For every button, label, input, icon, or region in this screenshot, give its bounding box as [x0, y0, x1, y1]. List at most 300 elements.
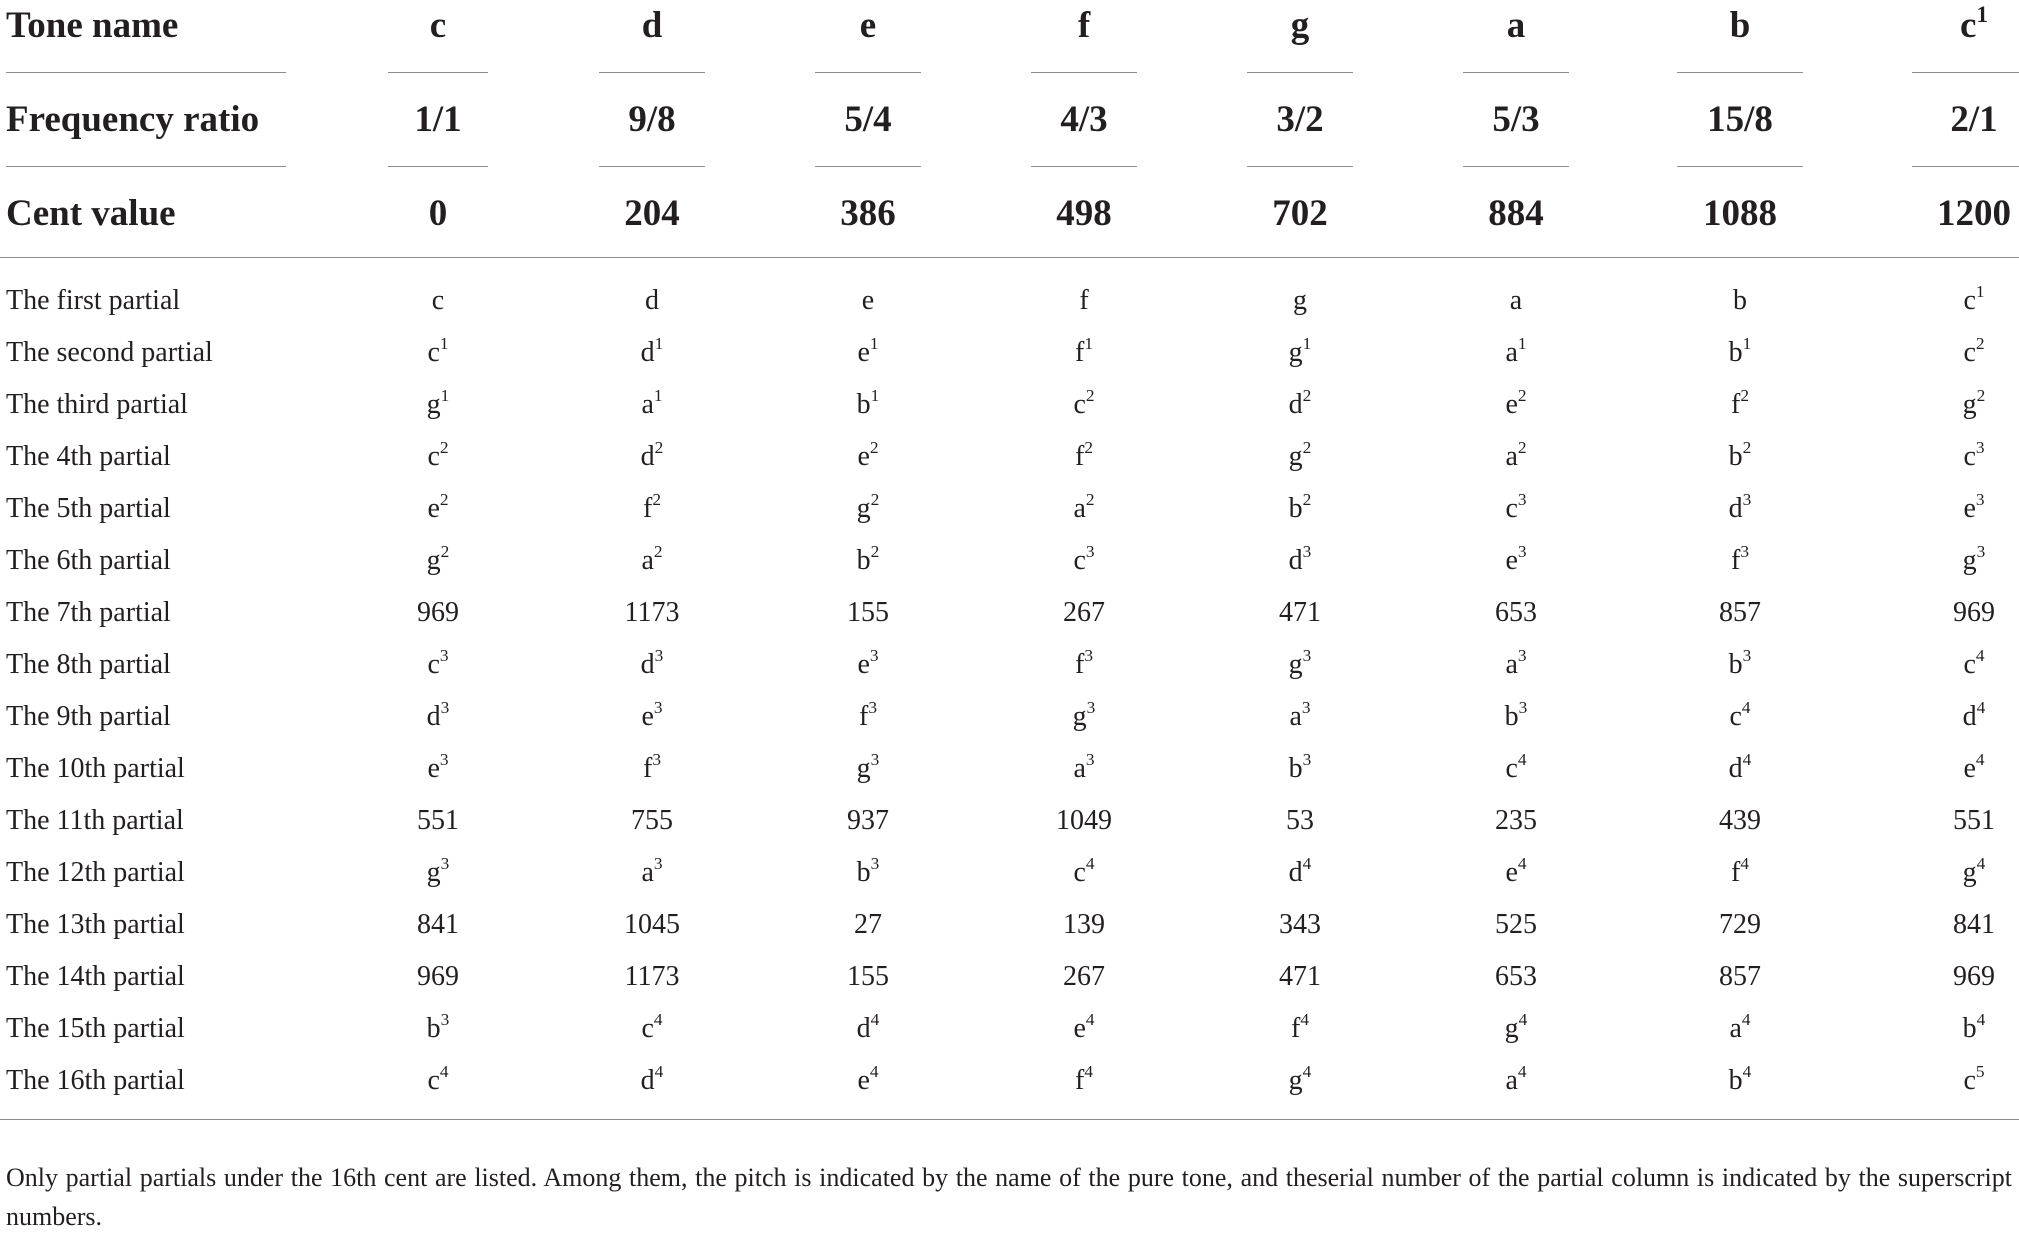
superscript-number: 3	[1302, 542, 1312, 562]
table-cell: 551	[417, 805, 459, 836]
superscript-number: 2	[1302, 490, 1312, 510]
superscript-number: 4	[1976, 854, 1986, 874]
table-cell: $c^3$	[1505, 490, 1527, 524]
table-row	[0, 535, 2019, 587]
superscript-number: 1	[1975, 282, 1985, 302]
table-cell: $g^4$	[1288, 1062, 1312, 1096]
header-rule	[1247, 166, 1353, 167]
table-cell: 235	[1495, 805, 1537, 836]
superscript-number: 3	[1976, 542, 1986, 562]
frequency-ratio-cell: 5/4	[844, 99, 892, 140]
superscript-number: 2	[1517, 438, 1527, 458]
table-row	[0, 483, 2019, 535]
table-cell: $c^4$	[427, 1062, 449, 1096]
superscript-number: 2	[870, 490, 880, 510]
table-cell: e	[861, 285, 875, 316]
header-rule	[388, 72, 488, 73]
superscript-number: 2	[439, 490, 449, 510]
superscript-number: 3	[1302, 646, 1312, 666]
table-cell: $b^3$	[426, 1010, 450, 1044]
superscript-number: 3	[653, 698, 663, 718]
table-cell: $c^4$	[1073, 854, 1095, 888]
table-cell: $f^4$	[1290, 1010, 1309, 1044]
row-label: The 15th partial	[6, 1013, 185, 1044]
superscript-number: 3	[439, 750, 449, 770]
superscript-number: 3	[1740, 542, 1749, 562]
table-row	[0, 327, 2019, 379]
table-cell: $c^4$	[641, 1010, 663, 1044]
superscript-number: 4	[1300, 1010, 1309, 1030]
table-row	[0, 587, 2019, 639]
cent-value-cell: 884	[1488, 193, 1544, 234]
table-cell: $c^2$	[1073, 386, 1095, 420]
header-rule	[1031, 166, 1137, 167]
table-cell: $c^4$	[1963, 646, 1985, 680]
superscript-number: 3	[1301, 698, 1311, 718]
table-cell: $f^3$	[858, 698, 877, 732]
table-cell: $g^1$	[426, 386, 450, 420]
table-cell: 155	[847, 597, 889, 628]
row-label: The 11th partial	[6, 805, 184, 836]
table-cell: $f^3$	[1074, 646, 1093, 680]
row-label: The 14th partial	[6, 961, 185, 992]
table-cell: 969	[1953, 961, 1995, 992]
table-row	[0, 275, 2019, 327]
tone-name-cell: $c^1$	[1960, 1, 1988, 46]
superscript-number: 2	[1742, 438, 1752, 458]
superscript-number: 3	[654, 646, 664, 666]
table-cell: 525	[1495, 909, 1537, 940]
superscript-number: 4	[869, 1062, 879, 1082]
table-cell: $e^3$	[1963, 490, 1985, 524]
table-cell: $e^4$	[1073, 1010, 1095, 1044]
table-cell: $f^4$	[1730, 854, 1749, 888]
superscript-number: 4	[1085, 854, 1095, 874]
superscript-number: 4	[1517, 854, 1527, 874]
superscript-number: 3	[440, 1010, 450, 1030]
table-cell: $d^3$	[1728, 490, 1752, 524]
table-footnote: Only partial partials under the 16th cent are listed. Among them, the pitch is indicated by the name of the pure tone, and theserial number of the partial column is indicated by the superscript numbers.	[6, 1163, 2012, 1231]
superscript-number: 3	[1517, 490, 1527, 510]
table-row	[0, 1003, 2019, 1055]
header-rule	[815, 166, 921, 167]
superscript-number: 1	[1517, 334, 1527, 354]
header-rule	[1677, 166, 1803, 167]
table-cell: $g^2$	[1962, 386, 1986, 420]
superscript-number: 2	[1302, 438, 1312, 458]
header-rule	[1463, 72, 1569, 73]
table-cell: 857	[1719, 597, 1761, 628]
table-cell: $d^1$	[640, 334, 664, 368]
header-rule	[1677, 72, 1803, 73]
superscript-number: 1	[439, 334, 449, 354]
superscript-number: 4	[1084, 1062, 1093, 1082]
header-rule	[599, 72, 705, 73]
row-label: The 4th partial	[6, 441, 171, 472]
table-cell: 53	[1286, 805, 1314, 836]
superscript-number: 1	[440, 386, 450, 406]
table-cell: $b^1$	[1728, 334, 1752, 368]
superscript-number: 3	[870, 854, 880, 874]
superscript-number: 3	[439, 646, 449, 666]
table-cell: 755	[631, 805, 673, 836]
superscript-number: 1	[1742, 334, 1752, 354]
superscript-number: 1	[869, 334, 879, 354]
row-label: The third partial	[6, 389, 188, 420]
cent-value-cell: 702	[1272, 193, 1328, 234]
table-cell: $d^3$	[640, 646, 664, 680]
frequency-ratio-cell: 15/8	[1707, 99, 1773, 140]
superscript-number: 1	[1976, 1, 1988, 27]
superscript-number: 2	[653, 542, 663, 562]
table-cell: $e^4$	[1963, 750, 1985, 784]
superscript-number: 4	[1517, 750, 1527, 770]
table-cell: $c^5$	[1963, 1062, 1985, 1096]
table-cell: $e^3$	[427, 750, 449, 784]
superscript-number: 4	[1740, 854, 1749, 874]
table-row	[0, 899, 2019, 951]
tone-name-row	[0, 0, 2019, 76]
table-cell: $f^1$	[1074, 334, 1093, 368]
superscript-number: 2	[439, 438, 449, 458]
superscript-number: 4	[1742, 750, 1752, 770]
cent-value-cell: 1200	[1937, 193, 2011, 234]
superscript-number: 2	[870, 542, 880, 562]
table-cell: f	[1079, 285, 1089, 316]
table-cell: $a^3$	[1289, 698, 1311, 732]
table-cell: $d^3$	[1288, 542, 1312, 576]
table-cell: $a^3$	[641, 854, 663, 888]
header-rule	[1031, 72, 1137, 73]
row-label: The 8th partial	[6, 649, 171, 680]
table-cell: 1173	[624, 597, 680, 628]
table-cell: $c^3$	[1073, 542, 1095, 576]
superscript-number: 4	[870, 1010, 880, 1030]
table-cell: $d^4$	[640, 1062, 664, 1096]
table-cell: $g^3$	[1288, 646, 1312, 680]
table-cell: $b^4$	[1728, 1062, 1752, 1096]
tone-name-cell: e	[859, 5, 877, 46]
superscript-number: 1	[654, 334, 664, 354]
table-cell: 551	[1953, 805, 1995, 836]
table-cell: $d^2$	[640, 438, 664, 472]
table-cell: 969	[1953, 597, 1995, 628]
table-cell: 969	[417, 961, 459, 992]
cent-value-cell: 1088	[1703, 193, 1777, 234]
table-cell: $b^4$	[1962, 1010, 1986, 1044]
table-cell: $b^2$	[1728, 438, 1752, 472]
superscript-number: 2	[1085, 490, 1095, 510]
table-cell: c	[431, 285, 445, 316]
frequency-ratio-cell: 1/1	[414, 99, 462, 140]
table-bottom-rule	[0, 1119, 2019, 1120]
table-cell: $f^4$	[1074, 1062, 1093, 1096]
cent-value-row	[0, 188, 2019, 264]
row-label: The 9th partial	[6, 701, 171, 732]
table-cell: $g^3$	[1072, 698, 1096, 732]
superscript-number: 3	[1517, 646, 1527, 666]
table-cell: 439	[1719, 805, 1761, 836]
table-cell: $c^1$	[1963, 282, 1985, 316]
table-cell: $d^3$	[426, 698, 450, 732]
table-cell: $a^4$	[1729, 1010, 1751, 1044]
row-label: The 5th partial	[6, 493, 171, 524]
table-row	[0, 379, 2019, 431]
table-cell: 937	[847, 805, 889, 836]
table-cell: $d^2$	[1288, 386, 1312, 420]
tone-name-cell: d	[641, 5, 663, 46]
superscript-number: 4	[1302, 854, 1312, 874]
table-cell: $d^4$	[1288, 854, 1312, 888]
table-cell: 857	[1719, 961, 1761, 992]
table-cell: $g^2$	[856, 490, 880, 524]
table-cell: $g^1$	[1288, 334, 1312, 368]
table-cell: 343	[1279, 909, 1321, 940]
header-rule	[1912, 72, 2019, 73]
table-cell: $f^2$	[1074, 438, 1093, 472]
superscript-number: 3	[869, 646, 879, 666]
table-cell: $e^2$	[1505, 386, 1527, 420]
table-cell: $f^3$	[642, 750, 661, 784]
frequency-ratio-cell: 4/3	[1060, 99, 1108, 140]
table-cell: 267	[1063, 961, 1105, 992]
table-cell: $e^4$	[1505, 854, 1527, 888]
header-rule	[388, 166, 488, 167]
frequency-ratio-cell: 3/2	[1276, 99, 1324, 140]
table-cell: $a^4$	[1505, 1062, 1527, 1096]
table-cell: 139	[1063, 909, 1105, 940]
superscript-number: 4	[1302, 1062, 1312, 1082]
row-label: The second partial	[6, 337, 213, 368]
tone-name-cell: g	[1290, 5, 1310, 46]
table-cell: $f^3$	[1730, 542, 1749, 576]
table-cell: 653	[1495, 597, 1537, 628]
table-row	[0, 1055, 2019, 1107]
table-row	[0, 951, 2019, 1003]
superscript-number: 4	[1976, 1010, 1986, 1030]
cent-value-cell: 498	[1056, 193, 1112, 234]
table-cell: $d^4$	[1728, 750, 1752, 784]
table-cell: $f^2$	[1730, 386, 1749, 420]
superscript-number: 1	[1084, 334, 1093, 354]
table-cell: $c^4$	[1729, 698, 1751, 732]
superscript-number: 3	[1742, 646, 1752, 666]
table-cell: b	[1733, 285, 1747, 316]
table-cell: a	[1509, 285, 1523, 316]
superscript-number: 2	[1740, 386, 1749, 406]
table-cell: $a^3$	[1505, 646, 1527, 680]
superscript-number: 3	[440, 854, 450, 874]
superscript-number: 2	[1084, 438, 1093, 458]
row-label: The 7th partial	[6, 597, 171, 628]
table-cell: 27	[854, 909, 882, 940]
table-cell: $a^2$	[641, 542, 663, 576]
frequency-ratio-row-label: Frequency ratio	[6, 99, 260, 140]
superscript-number: 2	[654, 438, 664, 458]
header-rule	[1463, 166, 1569, 167]
superscript-number: 3	[1085, 542, 1095, 562]
superscript-number: 4	[1975, 750, 1985, 770]
table-cell: $a^1$	[641, 386, 663, 420]
row-label: The 12th partial	[6, 857, 185, 888]
row-label: The 6th partial	[6, 545, 171, 576]
superscript-number: 4	[1741, 1010, 1751, 1030]
table-cell: 729	[1719, 909, 1761, 940]
superscript-number: 1	[1302, 334, 1312, 354]
superscript-number: 2	[1517, 386, 1527, 406]
superscript-number: 4	[653, 1010, 663, 1030]
table-cell: $c^1$	[427, 334, 449, 368]
frequency-ratio-cell: 5/3	[1492, 99, 1540, 140]
table-cell: $e^3$	[641, 698, 663, 732]
table-cell: $g^3$	[856, 750, 880, 784]
table-cell: 1045	[624, 909, 680, 940]
superscript-number: 4	[654, 1062, 664, 1082]
superscript-number: 1	[870, 386, 880, 406]
table-row	[0, 847, 2019, 899]
cent-value-row-label: Cent value	[6, 193, 176, 234]
table-cell: $b^2$	[856, 542, 880, 576]
superscript-number: 3	[1302, 750, 1312, 770]
table-cell: $a^2$	[1073, 490, 1095, 524]
table-cell: 155	[847, 961, 889, 992]
superscript-number: 4	[1085, 1010, 1095, 1030]
table-cell: $c^2$	[427, 438, 449, 472]
superscript-number: 4	[439, 1062, 449, 1082]
table-cell: $a^1$	[1505, 334, 1527, 368]
table-cell: $g^3$	[1962, 542, 1986, 576]
table-cell: $g^4$	[1962, 854, 1986, 888]
table-cell: 653	[1495, 961, 1537, 992]
table-cell: $a^3$	[1073, 750, 1095, 784]
cent-value-cell: 204	[624, 193, 680, 234]
table-cell: 1049	[1056, 805, 1112, 836]
tone-name-cell: c	[429, 5, 447, 46]
table-cell: $c^2$	[1963, 334, 1985, 368]
table-cell: g	[1293, 285, 1307, 316]
superscript-number: 2	[1302, 386, 1312, 406]
table-cell: $d^4$	[1962, 698, 1986, 732]
superscript-number: 3	[1085, 750, 1095, 770]
table-cell: $e^4$	[857, 1062, 879, 1096]
table-cell: $g^2$	[426, 542, 450, 576]
tone-name-cell: b	[1729, 5, 1751, 46]
row-label: The 13th partial	[6, 909, 185, 940]
table-cell: $g^4$	[1504, 1010, 1528, 1044]
frequency-ratio-cell: 2/1	[1950, 99, 1998, 140]
superscript-number: 4	[1517, 1062, 1527, 1082]
superscript-number: 2	[1085, 386, 1095, 406]
row-label: The 16th partial	[6, 1065, 185, 1096]
superscript-number: 4	[1741, 698, 1751, 718]
superscript-number: 2	[440, 542, 450, 562]
table-row	[0, 795, 2019, 847]
table-cell: 1173	[624, 961, 680, 992]
table-cell: 969	[417, 597, 459, 628]
table-row	[0, 691, 2019, 743]
table-row	[0, 743, 2019, 795]
table-cell: $c^3$	[1963, 438, 1985, 472]
header-rule	[599, 166, 705, 167]
table-cell: $d^4$	[856, 1010, 880, 1044]
table-cell: $a^2$	[1505, 438, 1527, 472]
table-cell: 267	[1063, 597, 1105, 628]
table-cell: $g^3$	[426, 854, 450, 888]
table-cell: $b^3$	[1728, 646, 1752, 680]
superscript-number: 3	[1517, 542, 1527, 562]
superscript-number: 2	[1975, 334, 1985, 354]
superscript-number: 3	[1975, 490, 1985, 510]
tone-name-cell: f	[1077, 5, 1091, 46]
superscript-number: 3	[870, 750, 880, 770]
superscript-number: 2	[652, 490, 661, 510]
header-divider	[0, 257, 2019, 258]
superscript-number: 3	[1742, 490, 1752, 510]
table-cell: $b^1$	[856, 386, 880, 420]
cent-value-cell: 386	[840, 193, 896, 234]
superscript-number: 2	[1976, 386, 1986, 406]
table-cell: 471	[1279, 597, 1321, 628]
table-cell: d	[645, 285, 659, 316]
superscript-number: 3	[1518, 698, 1528, 718]
table-cell: $e^2$	[857, 438, 879, 472]
table-cell: $c^4$	[1505, 750, 1527, 784]
superscript-number: 3	[653, 854, 663, 874]
table-cell: 471	[1279, 961, 1321, 992]
table-cell: $c^3$	[427, 646, 449, 680]
superscript-number: 4	[1518, 1010, 1528, 1030]
tone-name-row-label: Tone name	[6, 5, 179, 46]
table-cell: $e^3$	[1505, 542, 1527, 576]
table-cell: $e^3$	[857, 646, 879, 680]
superscript-number: 4	[1742, 1062, 1752, 1082]
superscript-number: 3	[440, 698, 450, 718]
frequency-ratio-cell: 9/8	[628, 99, 676, 140]
tone-name-cell: a	[1506, 5, 1526, 46]
row-label: The first partial	[6, 285, 181, 316]
superscript-number: 1	[653, 386, 663, 406]
table-cell: $b^3$	[856, 854, 880, 888]
table-cell: $e^2$	[427, 490, 449, 524]
superscript-number: 3	[652, 750, 661, 770]
table-cell: 841	[1953, 909, 1995, 940]
table-cell: $b^2$	[1288, 490, 1312, 524]
table-cell: $e^1$	[857, 334, 879, 368]
superscript-number: 5	[1975, 1062, 1985, 1082]
header-rule	[6, 166, 286, 167]
table-cell: $b^3$	[1504, 698, 1528, 732]
frequency-ratio-row	[0, 94, 2019, 170]
header-rule	[1912, 166, 2019, 167]
superscript-number: 3	[1084, 646, 1093, 666]
table-row	[0, 639, 2019, 691]
table-cell: 841	[417, 909, 459, 940]
cent-value-cell: 0	[428, 193, 448, 234]
superscript-number: 3	[1086, 698, 1096, 718]
table-cell: $g^2$	[1288, 438, 1312, 472]
row-label: The 10th partial	[6, 753, 185, 784]
superscript-number: 2	[869, 438, 879, 458]
table-cell: $b^3$	[1288, 750, 1312, 784]
superscript-number: 3	[1975, 438, 1985, 458]
superscript-number: 4	[1976, 698, 1986, 718]
header-rule	[815, 72, 921, 73]
table-cell: $f^2$	[642, 490, 661, 524]
table-row	[0, 431, 2019, 483]
superscript-number: 4	[1975, 646, 1985, 666]
header-rule	[1247, 72, 1353, 73]
header-rule	[6, 72, 286, 73]
